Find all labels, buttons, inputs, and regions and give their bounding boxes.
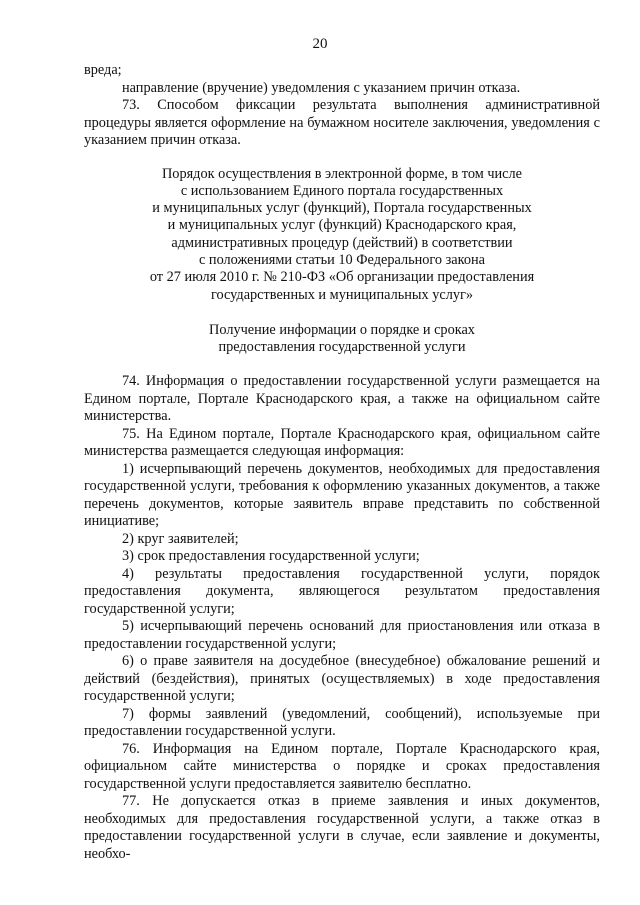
paragraph: 77. Не допускается отказ в приеме заявления и иных документов, необходимых для предоставления государственной услуги, а также отказ в предоставлении государственной услуги в случае, если заявление и документы, необхо- [84, 793, 600, 862]
subsection-heading [84, 322, 600, 357]
document-body [84, 62, 600, 863]
list-item: 3) срок предоставления государственной услуги; [122, 548, 420, 565]
list-item: 2) круг заявителей; [122, 530, 239, 547]
heading-line: административных процедур (действий) в соответствии [171, 234, 513, 251]
heading-line: и муниципальных услуг (функций) Краснодарского края, [167, 217, 517, 234]
list-item: 4) результаты предоставления государственной услуги, порядок предоставления документа, являющегося результатом предоставления государственной услуги; [84, 565, 600, 617]
paragraph: 76. Информация на Едином портале, Портале Краснодарского края, официальном сайте министерства о порядке и сроках предоставления государственной услуги предоставляется заявителю бесплатно. [84, 740, 600, 792]
heading-line: с использованием Единого портала государственных [180, 182, 504, 199]
paragraph: 74. Информация о предоставлении государственной услуги размещается на Едином портале, Портале Краснодарского края, а также на официальном сайте министерства. [84, 373, 600, 425]
page-number: 20 [312, 36, 328, 52]
list-item: 5) исчерпывающий перечень оснований для приостановления или отказа в предоставлении государственной услуги; [84, 618, 600, 652]
heading-line: предоставления государственной услуги [218, 339, 466, 356]
paragraph: 75. На Едином портале, Портале Краснодарского края, официальном сайте министерства размещается следующая информация: [84, 425, 600, 460]
paragraph: направление (вручение) уведомления с указанием причин отказа. [122, 79, 521, 96]
heading-line: с положениями статьи 10 Федерального закона [199, 251, 485, 268]
heading-line: государственных и муниципальных услуг» [211, 286, 473, 303]
list-item: 6) о праве заявителя на досудебное (внесудебное) обжалование решений и действий (бездействия), принятых (осуществляемых) в ходе предоставления государственной услуги; [84, 653, 600, 705]
section-heading [84, 166, 600, 304]
heading-line: Порядок осуществления в электронной форме, в том числе [161, 165, 523, 182]
list-item: 7) формы заявлений (уведомлений, сообщений), используемые при предоставлении государственной услуги. [84, 705, 600, 740]
paragraph: 73. Способом фиксации результата выполнения административной процедуры является оформление на бумажном носителе заключения, уведомления с указанием причин отказа. [84, 97, 600, 148]
list-item: 1) исчерпывающий перечень документов, необходимых для предоставления государственной услуги, требования к оформлению указанных документов, а также перечень документов, которые заявитель вправе представить по собственной инициативе; [84, 460, 600, 530]
heading-line: Получение информации о порядке и сроках [209, 321, 475, 338]
heading-line: от 27 июля 2010 г. № 210-ФЗ «Об организации предоставления [149, 269, 535, 286]
heading-line: и муниципальных услуг (функций), Портала государственных [152, 200, 532, 217]
paragraph: вреда; [84, 62, 122, 78]
